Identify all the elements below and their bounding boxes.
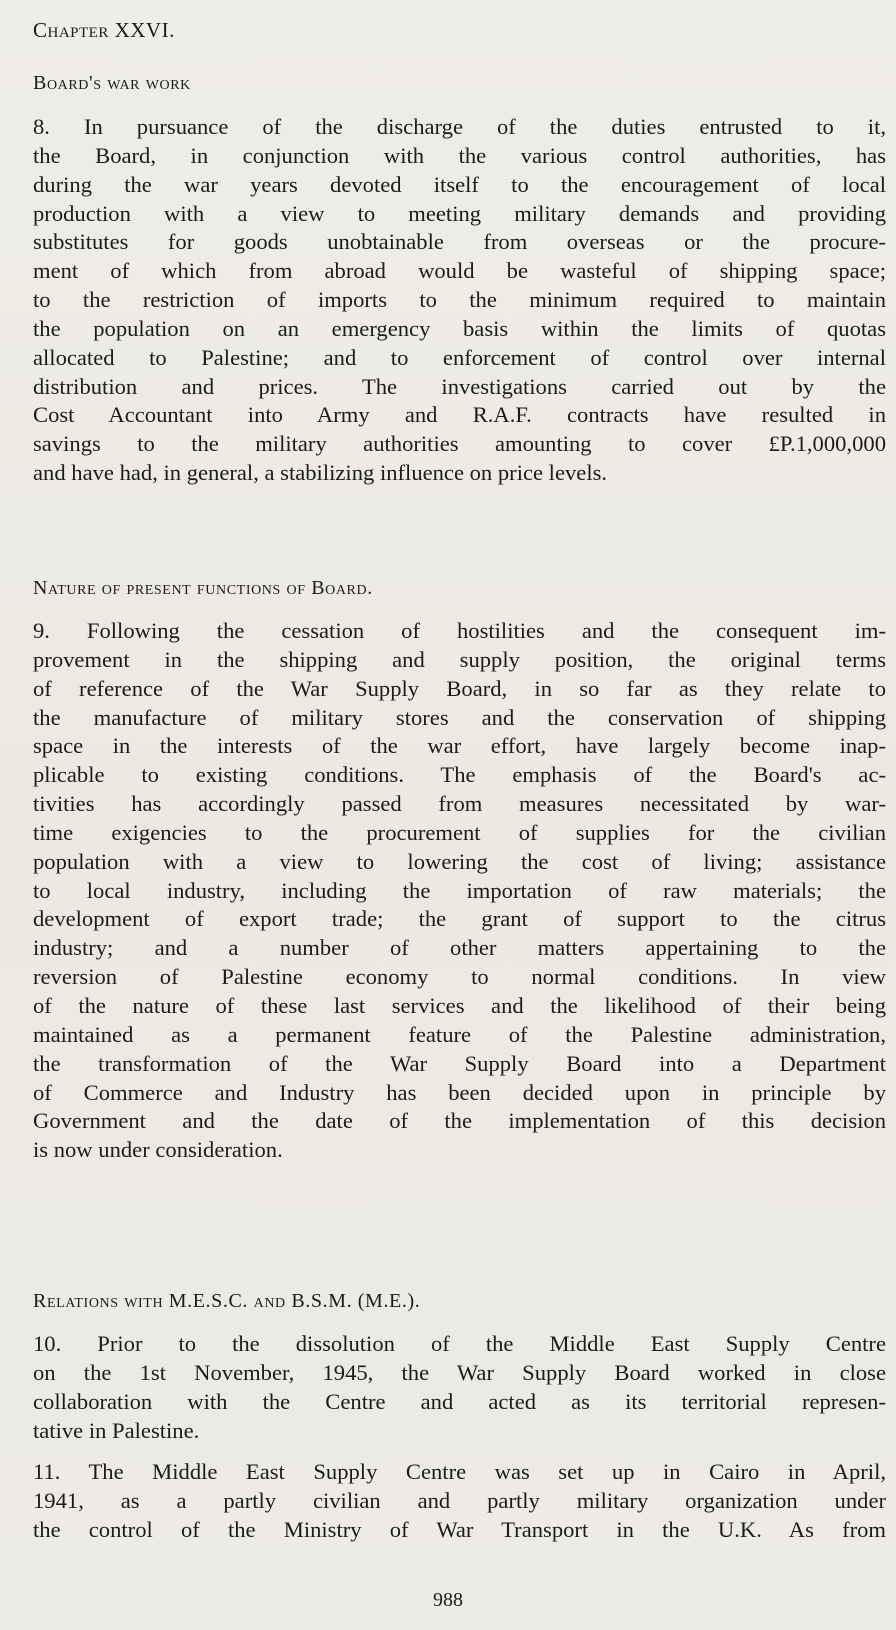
paragraph-8	[33, 113, 886, 488]
text-line: time exigencies to the procurement of supplies for the civilian	[33, 819, 886, 845]
text-line: the control of the Ministry of War Transport in the U.K. As from	[33, 1516, 886, 1542]
text-line: collaboration with the Centre and acted as its territorial represen-	[33, 1388, 886, 1414]
text-line: 1941, as a partly civilian and partly military organization under	[33, 1487, 886, 1513]
text-line: on the 1st November, 1945, the War Supply Board worked in close	[33, 1359, 886, 1385]
text-line: development of export trade; the grant of support to the citrus	[33, 906, 886, 932]
section-heading-relations-mesc-bsm: Relations with M.E.S.C. and B.S.M. (M.E.).	[33, 1290, 421, 1312]
text-line: is now under consideration.	[33, 1137, 283, 1163]
text-line: ment of which from abroad would be wasteful of shipping space;	[33, 258, 886, 284]
text-line: during the war years devoted itself to the encouragement of local	[33, 171, 886, 197]
text-line: tative in Palestine.	[33, 1417, 200, 1443]
text-line: allocated to Palestine; and to enforcement of control over internal	[33, 344, 886, 370]
text-line: provement in the shipping and supply position, the original terms	[33, 646, 886, 672]
text-line: 9. Following the cessation of hostilities and the consequent im-	[33, 618, 886, 643]
text-line: reversion of Palestine economy to normal conditions. In view	[33, 964, 886, 990]
text-line: of Commerce and Industry has been decided upon in principle by	[33, 1079, 886, 1105]
paragraph-9	[33, 617, 886, 1165]
text-line: 10. Prior to the dissolution of the Middle East Supply Centre	[33, 1331, 886, 1356]
text-line: plicable to existing conditions. The emphasis of the Board's ac-	[33, 762, 886, 788]
text-line: Government and the date of the implementation of this decision	[33, 1108, 886, 1134]
section-heading-present-functions: Nature of present functions of Board.	[33, 577, 373, 599]
text-line: to the restriction of imports to the minimum required to maintain	[33, 287, 886, 313]
text-line: to local industry, including the importation of raw materials; the	[33, 877, 886, 903]
text-line: the Board, in conjunction with the various control authorities, has	[33, 142, 886, 168]
text-line: production with a view to meeting military demands and providing	[33, 200, 886, 226]
text-line: 8. In pursuance of the discharge of the duties entrusted to it,	[33, 114, 886, 139]
text-line: distribution and prices. The investigations carried out by the	[33, 373, 886, 399]
text-line: population with a view to lowering the cost of living; assistance	[33, 848, 886, 874]
text-line: the manufacture of military stores and the conservation of shipping	[33, 704, 886, 730]
text-line: of reference of the War Supply Board, in so far as they relate to	[33, 675, 886, 701]
text-line: and have had, in general, a stabilizing influence on price levels.	[33, 460, 608, 486]
text-line: the population on an emergency basis within the limits of quotas	[33, 315, 886, 341]
text-line: Cost Accountant into Army and R.A.F. contracts have resulted in	[33, 402, 886, 428]
text-line: substitutes for goods unobtainable from overseas or the procure-	[33, 229, 886, 255]
text-line: 11. The Middle East Supply Centre was set up in Cairo in April,	[33, 1459, 886, 1484]
paragraph-10	[33, 1330, 886, 1445]
text-line: space in the interests of the war effort, have largely become inap-	[33, 733, 886, 759]
text-line: industry; and a number of other matters appertaining to the	[33, 935, 886, 961]
text-line: maintained as a permanent feature of the Palestine administration,	[33, 1021, 886, 1047]
text-line: the transformation of the War Supply Board into a Department	[33, 1050, 886, 1076]
text-line: tivities has accordingly passed from measures necessitated by war-	[33, 791, 886, 817]
paragraph-11	[33, 1458, 886, 1545]
chapter-title: Chapter XXVI.	[33, 18, 175, 42]
text-line: savings to the military authorities amounting to cover £P.1,000,000	[33, 431, 886, 457]
section-heading-board-war-work: Board's war work	[33, 72, 191, 94]
text-line: of the nature of these last services and the likelihood of their being	[33, 992, 886, 1018]
page-number: 988	[433, 1589, 463, 1611]
